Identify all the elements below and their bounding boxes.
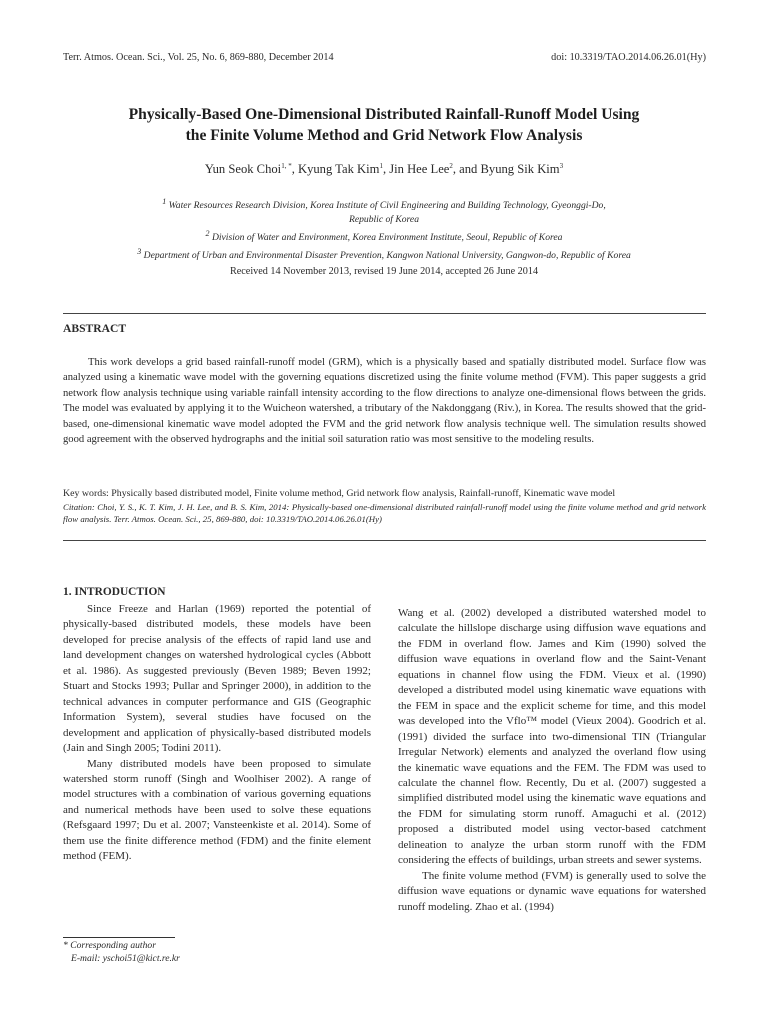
intro-paragraph-4: The finite volume method (FVM) is generally used to solve the diffusion wave equations or dynamic wave equations for watershed runoff modeling. Zhao et al. (1994)	[398, 869, 706, 913]
title-line-1: Physically-Based One-Dimensional Distributed Rainfall-Runoff Model Using	[128, 106, 640, 123]
affiliation-1-text: Water Resources Research Division, Korea Institute of Civil Engineering and Building Technology, Gyeonggi-Do,	[168, 200, 606, 212]
abstract-top-rule	[63, 313, 706, 314]
author-3-affiliation: 2	[449, 162, 453, 170]
affiliation-1	[60, 195, 708, 213]
author-4: Byung Sik Kim	[480, 162, 560, 177]
received-dates: Received 14 November 2013, revised 19 June 2014, accepted 26 June 2014	[229, 266, 539, 277]
keywords: Key words: Physically based distributed model, Finite volume method, Grid network flow analysis, Rainfall-runoff, Kinematic wave model	[63, 488, 616, 499]
abstract-body: This work develops a grid based rainfall-runoff model (GRM), which is a physically based and spatially distributed model. Surface flow was analyzed using a kinematic wave model with the governing equations discretized using the finite volume method (FVM). This paper suggests a grid network flow analysis technique using variable rainfall intensity according to the flow directions to analyze one-dimensional flows between the grids. The model was evaluated by applying it to the Wuicheon watershed, a tributary of the Nakdonggang (Riv.), in Korea. The results showed that the grid-based, one-dimensional kinematic wave model adopted the FVM and the grid network flow analysis technique well. The simulation results showed good agreement with the observed hydrographs and the initial soil saturation ratio was most sensitive to the modeling results.	[63, 357, 706, 446]
section-heading-introduction: 1. INTRODUCTION	[63, 586, 166, 598]
intro-paragraph-1: Since Freeze and Harlan (1969) reported the potential of physically-based distributed models, these models have been developed for precise analysis of the effects of rapid land use and land development changes on watershed hydrological cycles (Abbott et al. 1986). As suggested previously (Beven 1989; Beven 1992; Stuart and Stocks 1993; Pullar and Springer 2000), in addition to the technical advances in computer performance and GIS (Geographic Information System), several studies have focused on the development and application of physically-based distributed models (Jain and Singh 2005; Todini 2011).	[63, 603, 371, 755]
citation: Citation: Choi, Y. S., K. T. Kim, J. H. Lee, and B. S. Kim, 2014: Physically-based one-dimensional distributed rainfall-runoff model using the finite volume method and grid network flow analysis. Terr. Atmos. Ocean. Sci., 25, 869-880, doi: 10.3319/TAO.2014.06.26.01(Hy)	[63, 502, 706, 524]
author-3: Jin Hee Lee	[389, 162, 450, 177]
author-1: Yun Seok Choi	[204, 162, 282, 177]
affiliation-1-number: 1	[162, 197, 167, 206]
abstract-bottom-rule	[63, 540, 706, 541]
affiliation-2-text: Division of Water and Environment, Korea Environment Institute, Seoul, Republic of Korea	[211, 232, 563, 244]
author-4-affiliation: 3	[559, 162, 564, 170]
affiliation-3-number: 3	[137, 247, 142, 257]
corresponding-author-note: * Corresponding author	[63, 940, 156, 951]
author-2: Kyung Tak Kim	[297, 162, 380, 177]
paper-title	[60, 104, 708, 146]
author-1-affiliation: 1, *	[281, 162, 292, 170]
affiliation-3	[60, 245, 708, 263]
left-column	[63, 602, 371, 865]
author-list: Yun Seok Choi$^{1, *}$, Kyung Tak Kim$^1$, Jin Hee Lee$^2$, and Byung Sik Kim$^3$	[204, 162, 564, 177]
right-column	[398, 606, 706, 915]
intro-paragraph-2: Many distributed models have been proposed to simulate watershed storm runoff (Singh and Woolhiser 2002). A range of model structures with a combination of various governing equations and numerical methods have been used to solve these equations (Refsgaard 1997; Du et al. 2007; Vansteenkiste et al. 2014). Some of them use the finite difference method (FDM) and the finite element method (FEM).	[63, 757, 371, 863]
corresponding-email: E-mail: yschoi51@kict.re.kr	[71, 952, 180, 964]
affiliation-1-continued: Republic of Korea	[349, 214, 419, 226]
affiliation-3-text: Department of Urban and Environmental Disaster Prevention, Kangwon National University, Gangwon-do, Republic of Korea	[143, 250, 631, 262]
abstract-heading: ABSTRACT	[63, 322, 127, 335]
footnote-rule	[63, 937, 175, 938]
affiliation-2-number: 2	[205, 229, 210, 239]
title-line-2: the Finite Volume Method and Grid Network Flow Analysis	[185, 127, 583, 144]
intro-paragraph-3: Wang et al. (2002) developed a distributed watershed model to calculate the hillslope discharge using diffusion wave equations and the FDM in overland flow. James and Kim (1990) solved the diffusion wave equations in overland flow and the Saint-Venant equations in channel flow using the FDM. Vieux et al. (1990) developed a distributed model using kinematic wave equations with the FEM in space and the explicit scheme for time, and this model was developed into the Vflo™ model (Vieux 2004). Goodrich et al. (1991) divided the surface into two-dimensional TIN (Triangular Irregular Network) elements and analyzed the overland flow using the kinematic wave equations and the FEM. The FDM was used to calculate the channel flow. Recently, Du et al. (2007) suggested a simplified distributed model using the kinematic wave equations and the FDM for simulating storm runoff. Amaguchi et al. (2012) proposed a distributed model using vector-based catchment delineation to analyze the urban storm runoff with the FDM considering the effects of buildings, urban streets and sewer systems.	[398, 607, 706, 867]
doi: doi: 10.3319/TAO.2014.06.26.01(Hy)	[551, 52, 706, 63]
footnote	[63, 940, 180, 965]
author-2-affiliation: 1	[379, 162, 383, 170]
journal-reference: Terr. Atmos. Ocean. Sci., Vol. 25, No. 6, 869-880, December 2014	[63, 52, 334, 63]
affiliations	[60, 195, 708, 264]
affiliation-2	[60, 227, 708, 245]
